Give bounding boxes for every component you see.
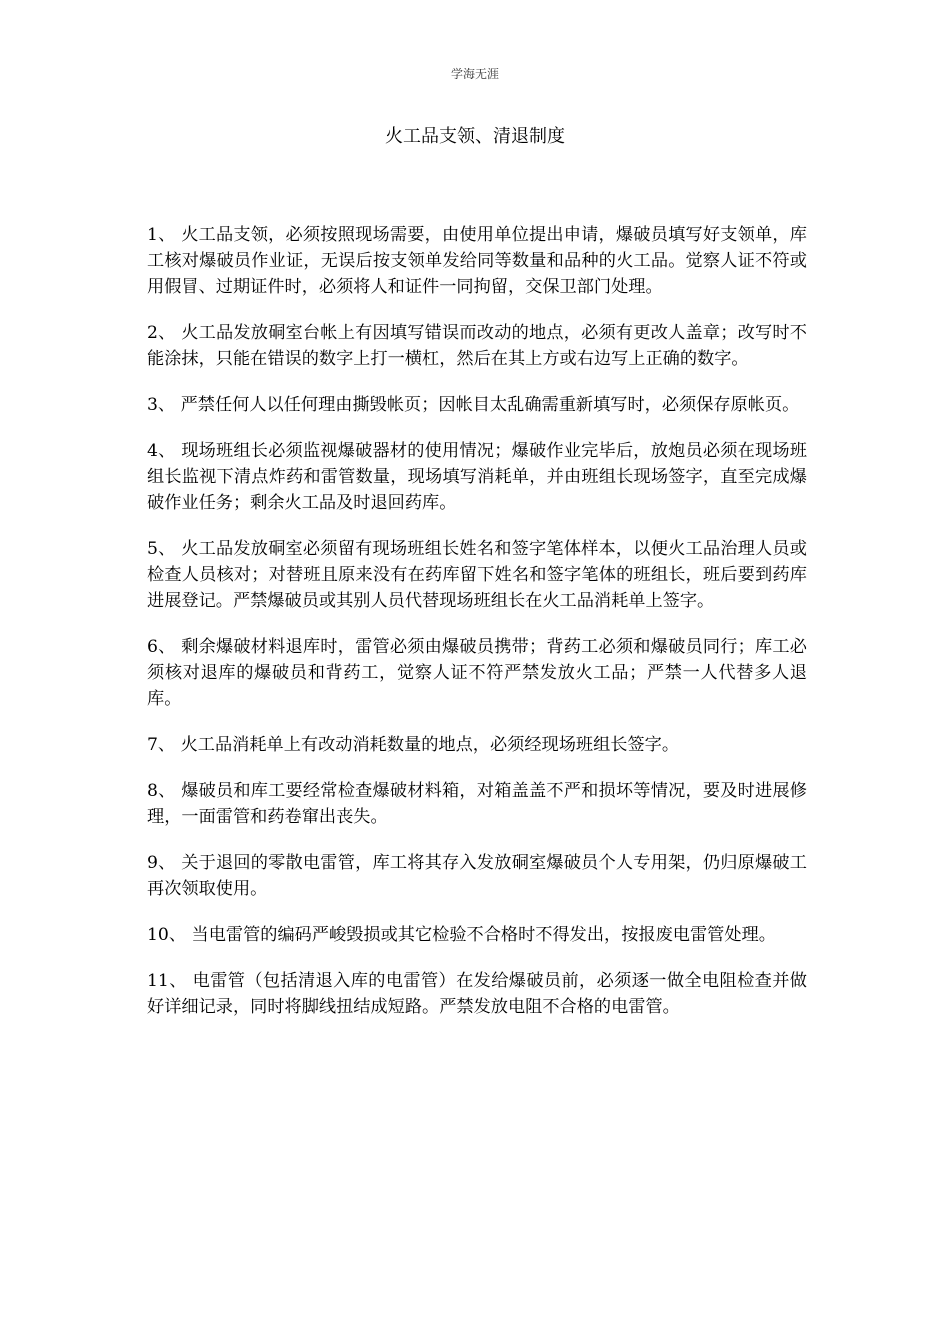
clause-1: 1、 火工品支领，必须按照现场需要，由使用单位提出申请，爆破员填写好支领单，库工核对爆破员作业证，无误后按支领单发给同等数量和品种的火工品。觉察人证不符或用假冒、过期证件时，必须将人和证件一同拘留，交保卫部门处理。	[147, 225, 807, 297]
clause-3: 3、 严禁任何人以任何理由撕毁帐页；因帐目太乱确需重新填写时，必须保存原帐页。	[147, 395, 800, 415]
clause-11: 11、 电雷管（包括清退入库的电雷管）在发给爆破员前，必须逐一做全电阻检查并做好详细记录，同时将脚线扭结成短路。严禁发放电阻不合格的电雷管。	[147, 971, 807, 1017]
page-header: 学海无涯	[450, 67, 499, 81]
clause-2: 2、 火工品发放硐室台帐上有因填写错误而改动的地点，必须有更改人盖章；改写时不能涂抹，只能在错误的数字上打一横杠，然后在其上方或右边写上正确的数字。	[147, 323, 807, 369]
clause-7: 7、 火工品消耗单上有改动消耗数量的地点，必须经现场班组长签字。	[147, 735, 680, 755]
clause-6: 6、 剩余爆破材料退库时，雷管必须由爆破员携带；背药工必须和爆破员同行；库工必须核对退库的爆破员和背药工，觉察人证不符严禁发放火工品；严禁一人代替多人退库。	[147, 637, 807, 709]
clause-5: 5、 火工品发放硐室必须留有现场班组长姓名和签字笔体样本，以便火工品治理人员或检查人员核对；对替班且原来没有在药库留下姓名和签字笔体的班组长，班后要到药库进展登记。严禁爆破员或其别人员代替现场班组长在火工品消耗单上签字。	[147, 539, 807, 611]
document-title: 火工品支领、清退制度	[385, 126, 565, 147]
clause-8: 8、 爆破员和库工要经常检查爆破材料箱，对箱盖盖不严和损坏等情况，要及时进展修理，一面雷管和药卷窜出丧失。	[147, 781, 807, 827]
clause-4: 4、 现场班组长必须监视爆破器材的使用情况；爆破作业完毕后，放炮员必须在现场班组长监视下清点炸药和雷管数量，现场填写消耗单，并由班组长现场签字，直至完成爆破作业任务；剩余火工品及时退回药库。	[147, 441, 807, 513]
clause-9: 9、 关于退回的零散电雷管，库工将其存入发放硐室爆破员个人专用架，仍归原爆破工再次领取使用。	[147, 853, 807, 899]
clause-list	[147, 222, 807, 1040]
clause-10: 10、 当电雷管的编码严峻毁损或其它检验不合格时不得发出，按报废电雷管处理。	[147, 925, 776, 945]
